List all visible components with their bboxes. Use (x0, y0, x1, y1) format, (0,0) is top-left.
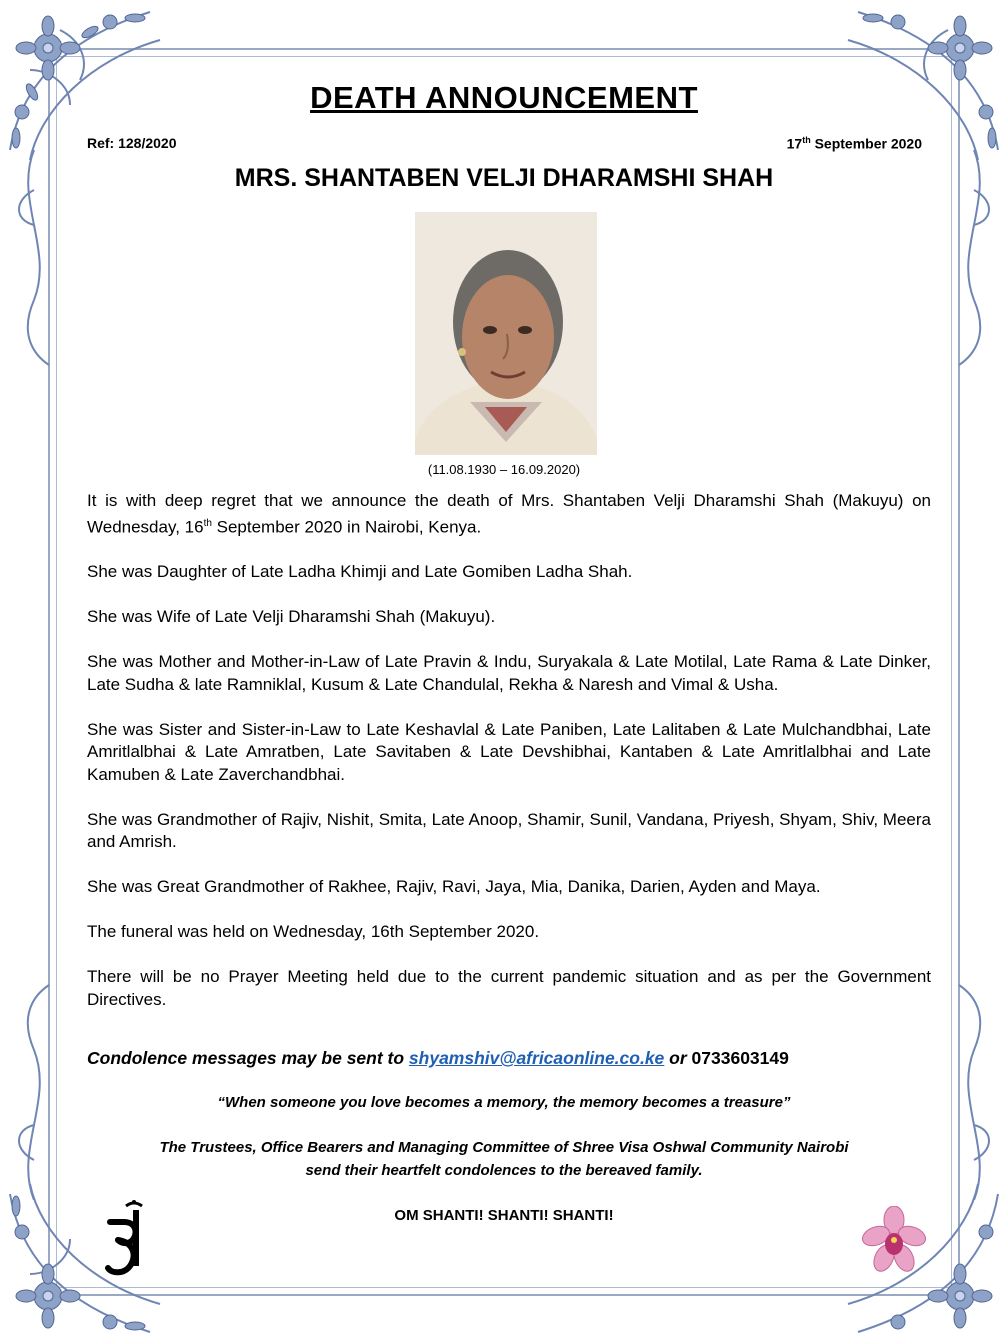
date-day: 17 (786, 135, 803, 152)
announcement-paragraph (87, 490, 931, 539)
announcement-date (787, 135, 922, 152)
great-grandmother-of-paragraph: She was Great Grandmother of Rakhee, Rajiv, Ravi, Jaya, Mia, Danika, Darien, Ayden and Maya. (87, 877, 821, 897)
date-month-year: September 2020 (810, 135, 922, 152)
condolence-connector: or (664, 1048, 692, 1068)
reference-number: Ref: 128/2020 (87, 135, 177, 151)
memorial-quote: “When someone you love becomes a memory, the memory becomes a treasure” (217, 1094, 791, 1111)
portrait-photo (415, 212, 597, 455)
condolence-phone: 0733603149 (691, 1048, 789, 1068)
jain-symbol-icon (104, 1200, 144, 1276)
ordinal-suffix: th (203, 517, 212, 529)
sister-of-paragraph: She was Sister and Sister-in-Law to Late Keshavlal & Late Paniben, Late Lalitaben & Late Mulchandbhai, Late Amritlalbhai & Late Amratben, Late Savitaben & Late Devshibhai, Kantaben & Late Amritlalbhai and Late Kamuben & Late Zaverchandbhai. (87, 719, 931, 784)
announcement-body (87, 490, 931, 1011)
daughter-of-paragraph: She was Daughter of Late Ladha Khimji and Late Gomiben Ladha Shah. (87, 562, 633, 582)
condolence-email-link[interactable]: shyamshiv@africaonline.co.ke (408, 1048, 665, 1068)
wife-of-paragraph: She was Wife of Late Velji Dharamshi Shah (Makuyu). (87, 607, 496, 627)
condolence-line (87, 1048, 947, 1069)
deceased-name: MRS. SHANTABEN VELJI DHARAMSHI SHAH (234, 164, 774, 192)
om-shanti: OM SHANTI! SHANTI! SHANTI! (394, 1207, 614, 1224)
paragraph-text: It is with deep regret that we announce the death of Mrs. Shantaben Velji Dharamshi Shah (Makuyu) on Wednesday, 16 (87, 491, 931, 537)
funeral-paragraph: The funeral was held on Wednesday, 16th September 2020. (87, 922, 540, 942)
mother-of-paragraph: She was Mother and Mother-in-Law of Late Pravin & Indu, Suryakala & Late Motilal, Late Rama & Late Dinker, Late Sudha & late Ramniklal, Kusum & Late Chandulal, Rekha & Naresh and Vimal & Usha. (87, 652, 931, 694)
condolence-prefix: Condolence messages may be sent to (87, 1048, 409, 1068)
orchid-icon (862, 1206, 926, 1276)
trustees-line: The Trustees, Office Bearers and Managing Committee of Shree Visa Oshwal Community Nairobi (159, 1139, 849, 1156)
trustees-line: send their heartfelt condolences to the bereaved family. (305, 1162, 703, 1179)
trustees-message (0, 1136, 1008, 1182)
lifespan-dates: (11.08.1930 – 16.09.2020) (427, 462, 581, 477)
date-suffix: th (802, 135, 811, 145)
prayer-meeting-paragraph: There will be no Prayer Meeting held due to the current pandemic situation and as per the Government Directives. (87, 967, 931, 1009)
page-title: DEATH ANNOUNCEMENT (310, 80, 698, 115)
grandmother-of-paragraph: She was Grandmother of Rajiv, Nishit, Smita, Late Anoop, Shamir, Sunil, Vandana, Priyesh, Shyam, Shiv, Meera and Amrish. (87, 809, 931, 852)
paragraph-text: September 2020 in Nairobi, Kenya. (211, 517, 482, 537)
